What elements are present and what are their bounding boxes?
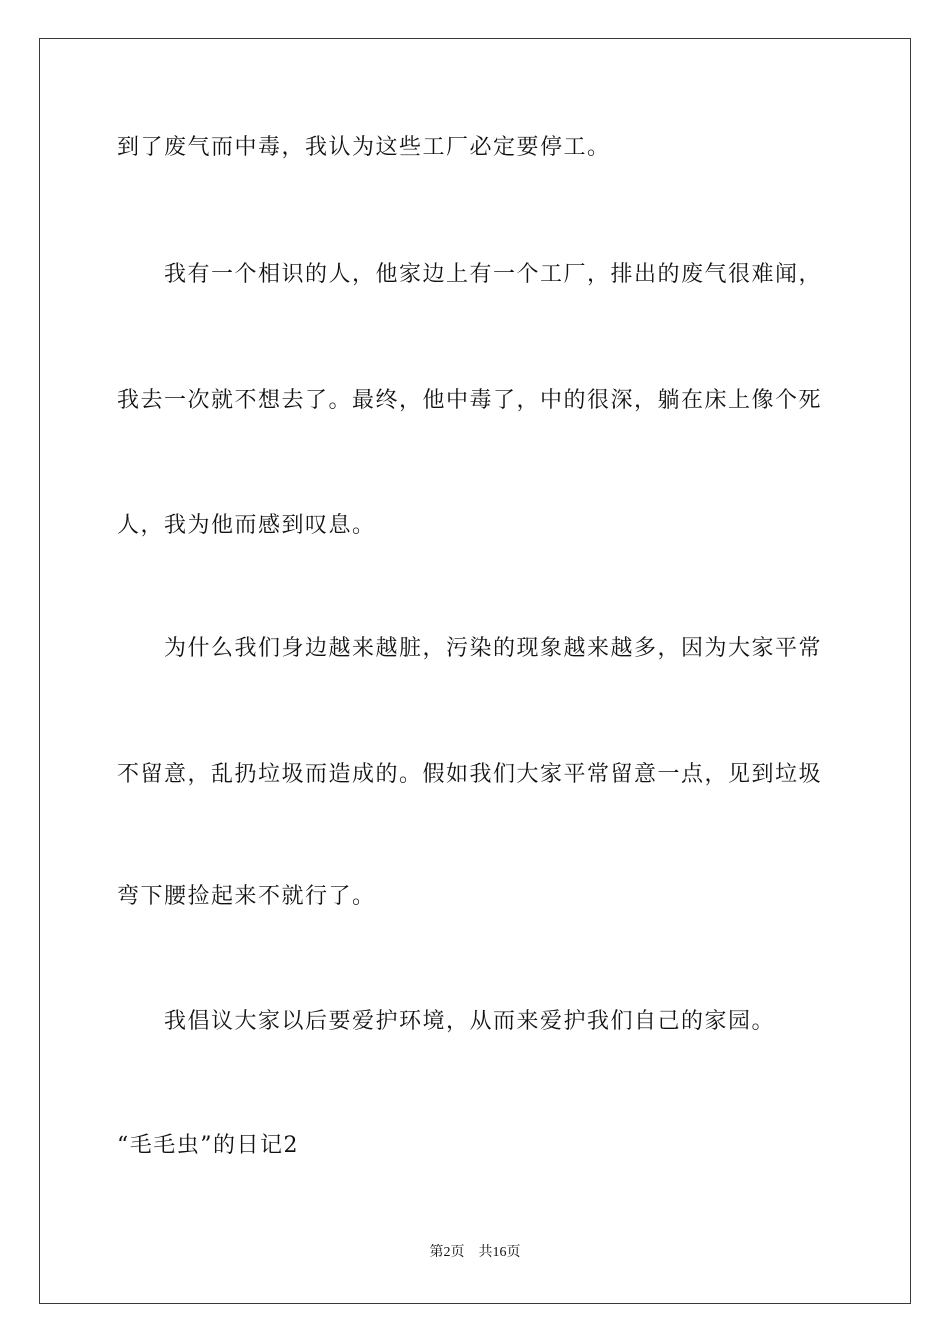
page-border xyxy=(39,38,911,1304)
page-footer xyxy=(0,1244,950,1262)
section-heading: “毛毛虫”的日记2 xyxy=(117,1133,299,1158)
body-line-3: 我去一次就不想去了。最终，他中毒了，中的很深，躺在床上像个死 xyxy=(117,388,823,413)
body-line-1: 到了废气而中毒，我认为这些工厂必定要停工。 xyxy=(117,135,611,160)
body-line-6: 不留意，乱扔垃圾而造成的。假如我们大家平常留意一点，见到垃圾 xyxy=(117,762,823,787)
body-line-7: 弯下腰捡起来不就行了。 xyxy=(117,884,376,909)
page-number: 第2页 xyxy=(429,1245,465,1260)
page-total: 共16页 xyxy=(478,1245,521,1260)
body-line-5: 为什么我们身边越来越脏，污染的现象越来越多，因为大家平常 xyxy=(164,636,823,661)
body-line-4: 人，我为他而感到叹息。 xyxy=(117,513,376,538)
body-line-2: 我有一个相识的人，他家边上有一个工厂，排出的废气很难闻， xyxy=(164,262,823,287)
body-line-8: 我倡议大家以后要爱护环境，从而来爱护我们自己的家园。 xyxy=(164,1009,776,1034)
